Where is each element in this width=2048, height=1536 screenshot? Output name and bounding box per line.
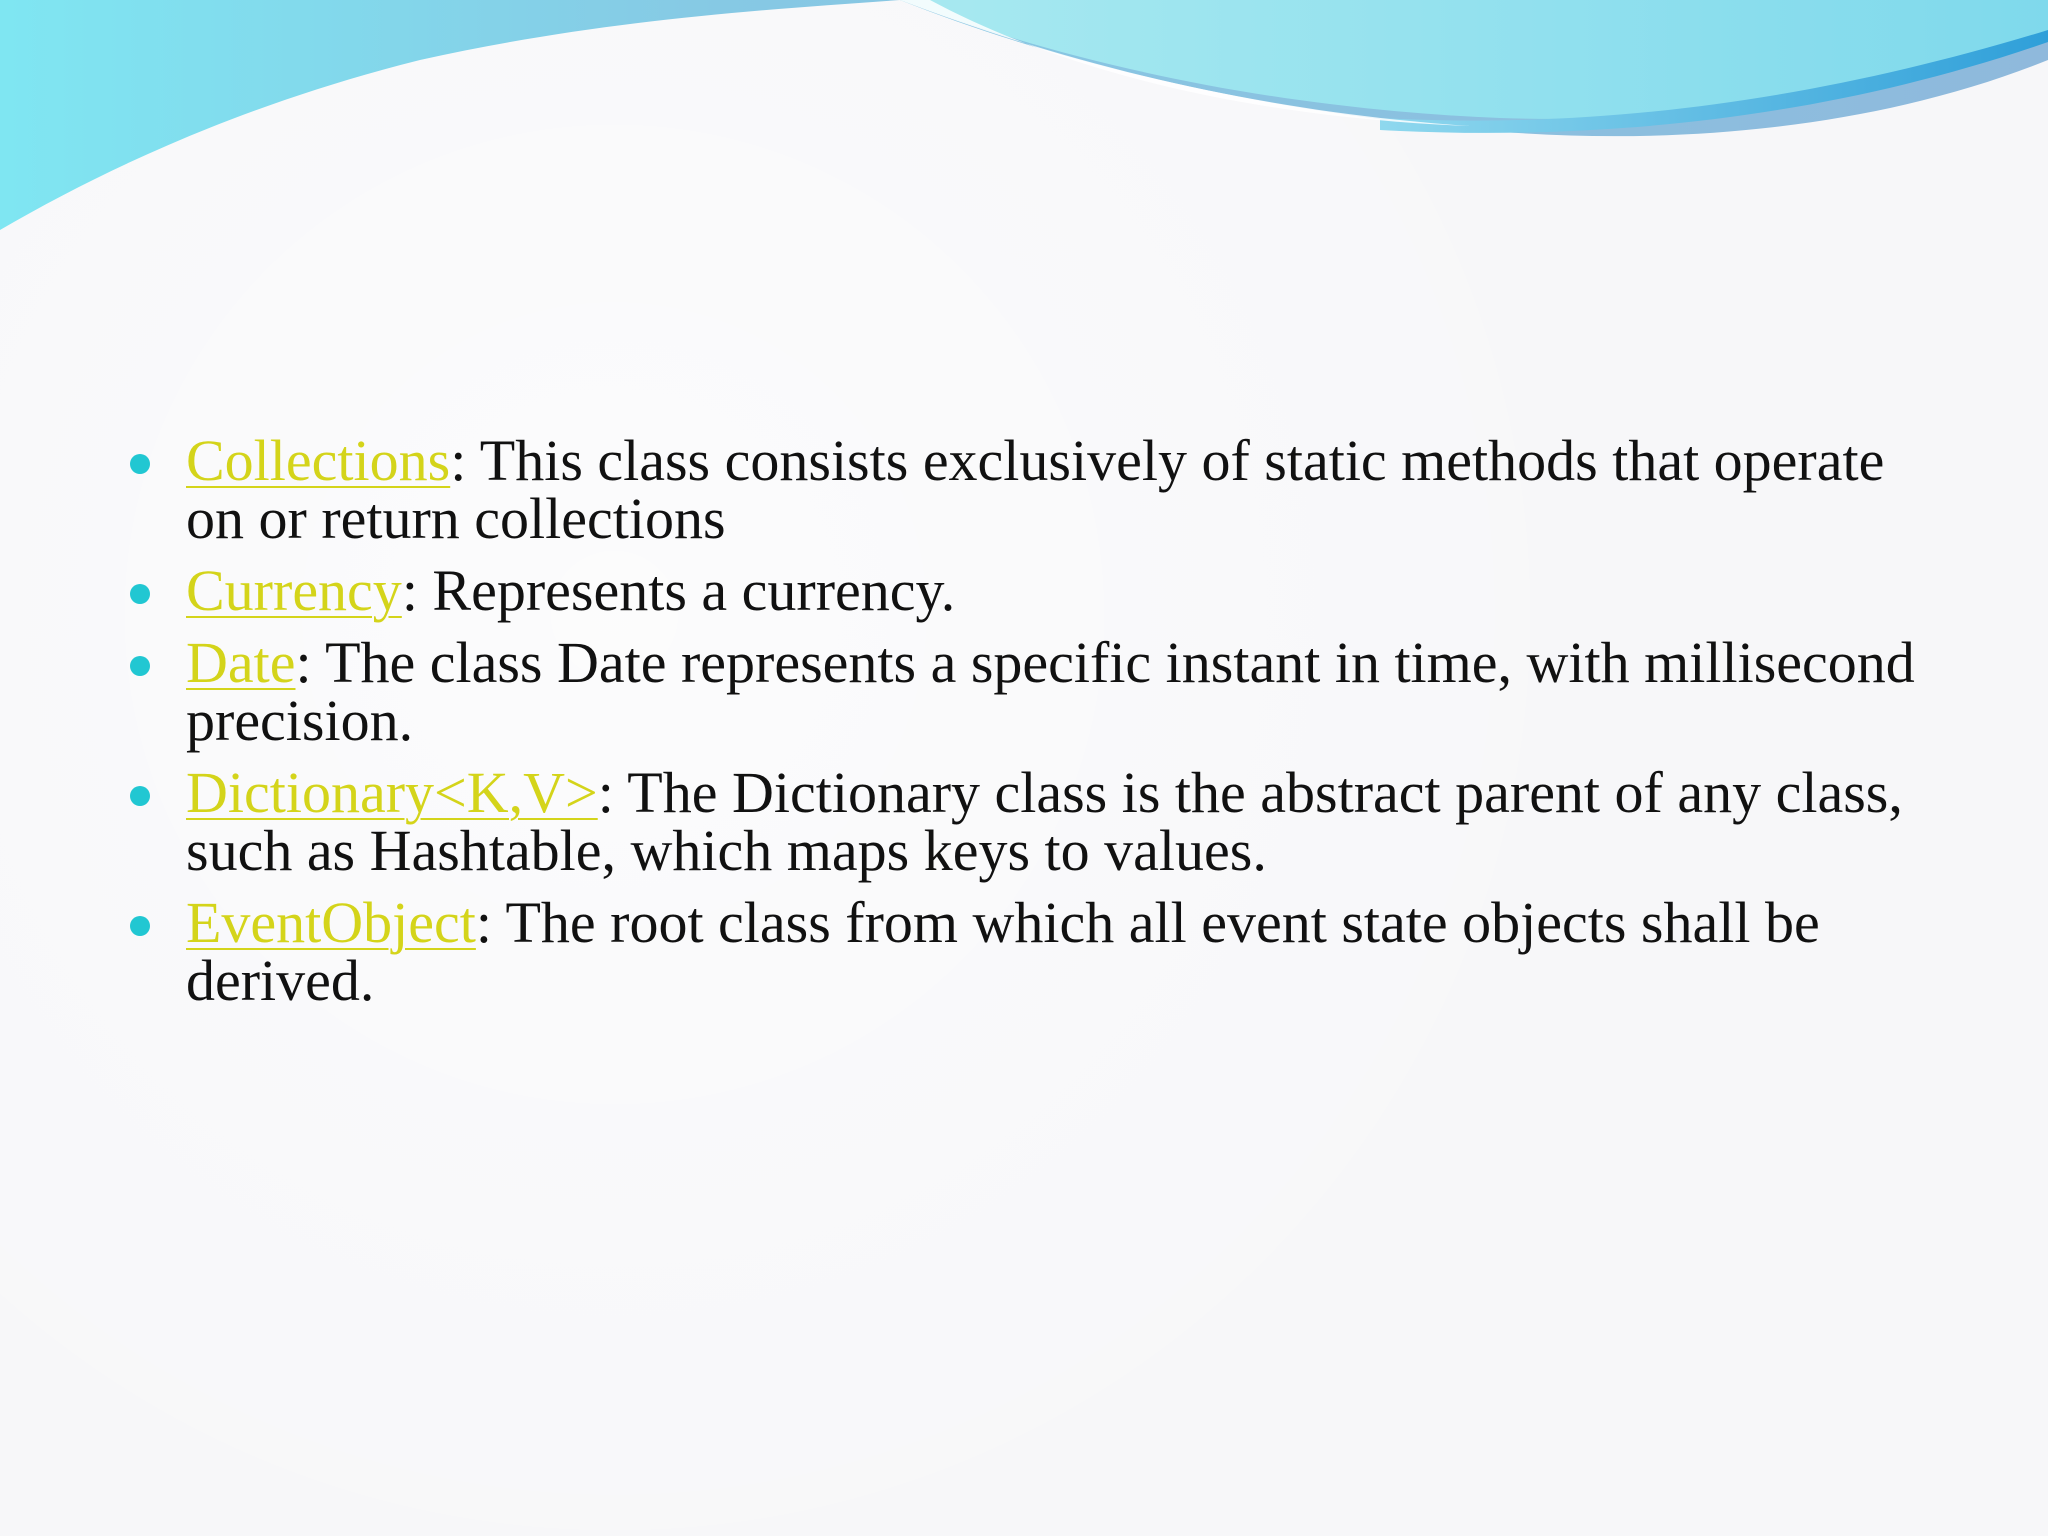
item-description: : This class consists exclusively of static methods that operate on or return collections: [186, 428, 1885, 551]
list-item: [126, 890, 1936, 1013]
item-description: : Represents a currency.: [401, 558, 956, 623]
list-item: [126, 428, 1936, 551]
date-link[interactable]: Date: [186, 630, 296, 695]
bullet-content: [126, 428, 1936, 1024]
item-description: : The Dictionary class is the abstract parent of any class, such as Hashtable, which maps keys to values.: [186, 760, 1903, 883]
item-description: : The class Date represents a specific instant in time, with millisecond precision.: [186, 630, 1915, 753]
eventobject-link[interactable]: EventObject: [186, 890, 476, 955]
collections-link[interactable]: Collections: [186, 428, 451, 493]
item-description: : The root class from which all event state objects shall be derived.: [186, 890, 1820, 1013]
bullet-dot-icon: [130, 916, 150, 936]
list-item: [126, 760, 1936, 883]
dictionary-link[interactable]: Dictionary<K,V>: [186, 760, 598, 825]
bullet-dot-icon: [130, 786, 150, 806]
bullet-dot-icon: [130, 584, 150, 604]
bullet-dot-icon: [130, 656, 150, 676]
list-item: [126, 630, 1936, 753]
bullet-list: [126, 428, 1936, 1013]
currency-link[interactable]: Currency: [186, 558, 402, 623]
bullet-dot-icon: [130, 454, 150, 474]
header-wave-decoration: [0, 0, 2048, 240]
list-item: [126, 558, 1936, 623]
